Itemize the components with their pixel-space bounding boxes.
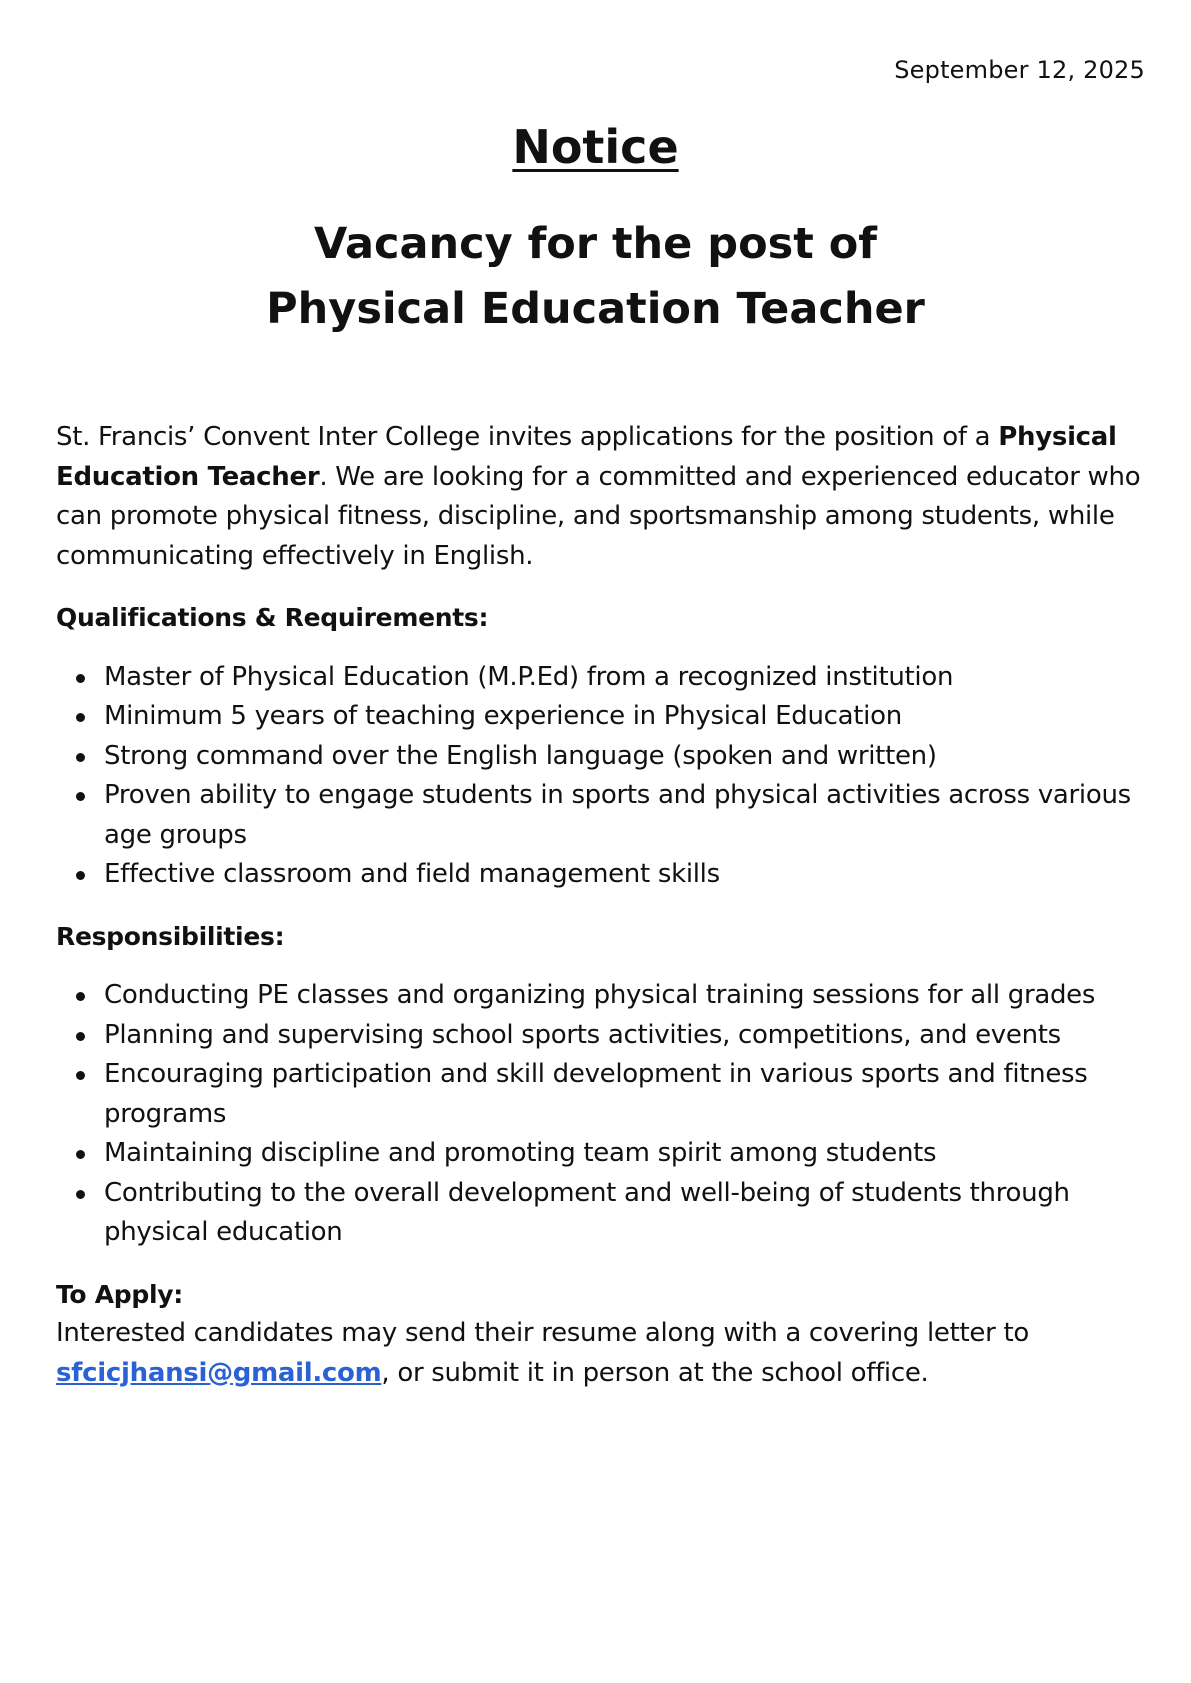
list-item: Effective classroom and field management skills xyxy=(56,855,1146,895)
intro-text-1: St. Francis’ Convent Inter College invites applications for the position of a xyxy=(56,422,999,452)
list-item: Strong command over the English language (spoken and written) xyxy=(56,737,1146,777)
apply-text-2: , or submit it in person at the school office. xyxy=(381,1357,929,1388)
list-item: Proven ability to engage students in sports and physical activities across various age groups xyxy=(56,776,1146,855)
list-item: Conducting PE classes and organizing physical training sessions for all grades xyxy=(56,976,1146,1016)
apply-paragraph xyxy=(56,1314,1146,1393)
list-item: Maintaining discipline and promoting team spirit among students xyxy=(56,1134,1146,1174)
list-item: Encouraging participation and skill development in various sports and fitness programs xyxy=(56,1055,1146,1134)
list-item: Master of Physical Education (M.P.Ed) from a recognized institution xyxy=(56,658,1146,698)
notice-title: Notice xyxy=(512,120,679,174)
responsibilities-heading: Responsibilities: xyxy=(56,921,285,951)
qualifications-list xyxy=(56,658,1146,895)
intro-paragraph xyxy=(56,418,1146,576)
intro-post-name: Physical Education Teacher xyxy=(56,422,1117,492)
vacancy-subject xyxy=(0,212,1191,342)
email-link[interactable]: sfcicjhansi@gmail.com xyxy=(56,1357,382,1388)
apply-text-1: Interested candidates may send their resume along with a covering letter to xyxy=(56,1318,1029,1348)
intro-text-2: . We are looking for a committed and experienced educator who can promote physical fitness, discipline, and sportsmanship among students, while communicating effectively in English. xyxy=(56,461,1141,571)
list-item: Contributing to the overall development and well-being of students through physical education xyxy=(56,1174,1146,1253)
notice-body xyxy=(56,418,1146,1393)
qualifications-heading: Qualifications & Requirements: xyxy=(56,603,489,632)
apply-heading: To Apply: xyxy=(56,1279,183,1309)
list-item: Minimum 5 years of teaching experience in Physical Education xyxy=(56,697,1146,737)
notice-date: September 12, 2025 xyxy=(894,56,1145,84)
subject-line-1: Vacancy for the post of xyxy=(314,219,877,269)
subject-line-2: Physical Education Teacher xyxy=(266,284,925,334)
responsibilities-list xyxy=(56,976,1146,1253)
list-item: Planning and supervising school sports activities, competitions, and events xyxy=(56,1016,1146,1056)
